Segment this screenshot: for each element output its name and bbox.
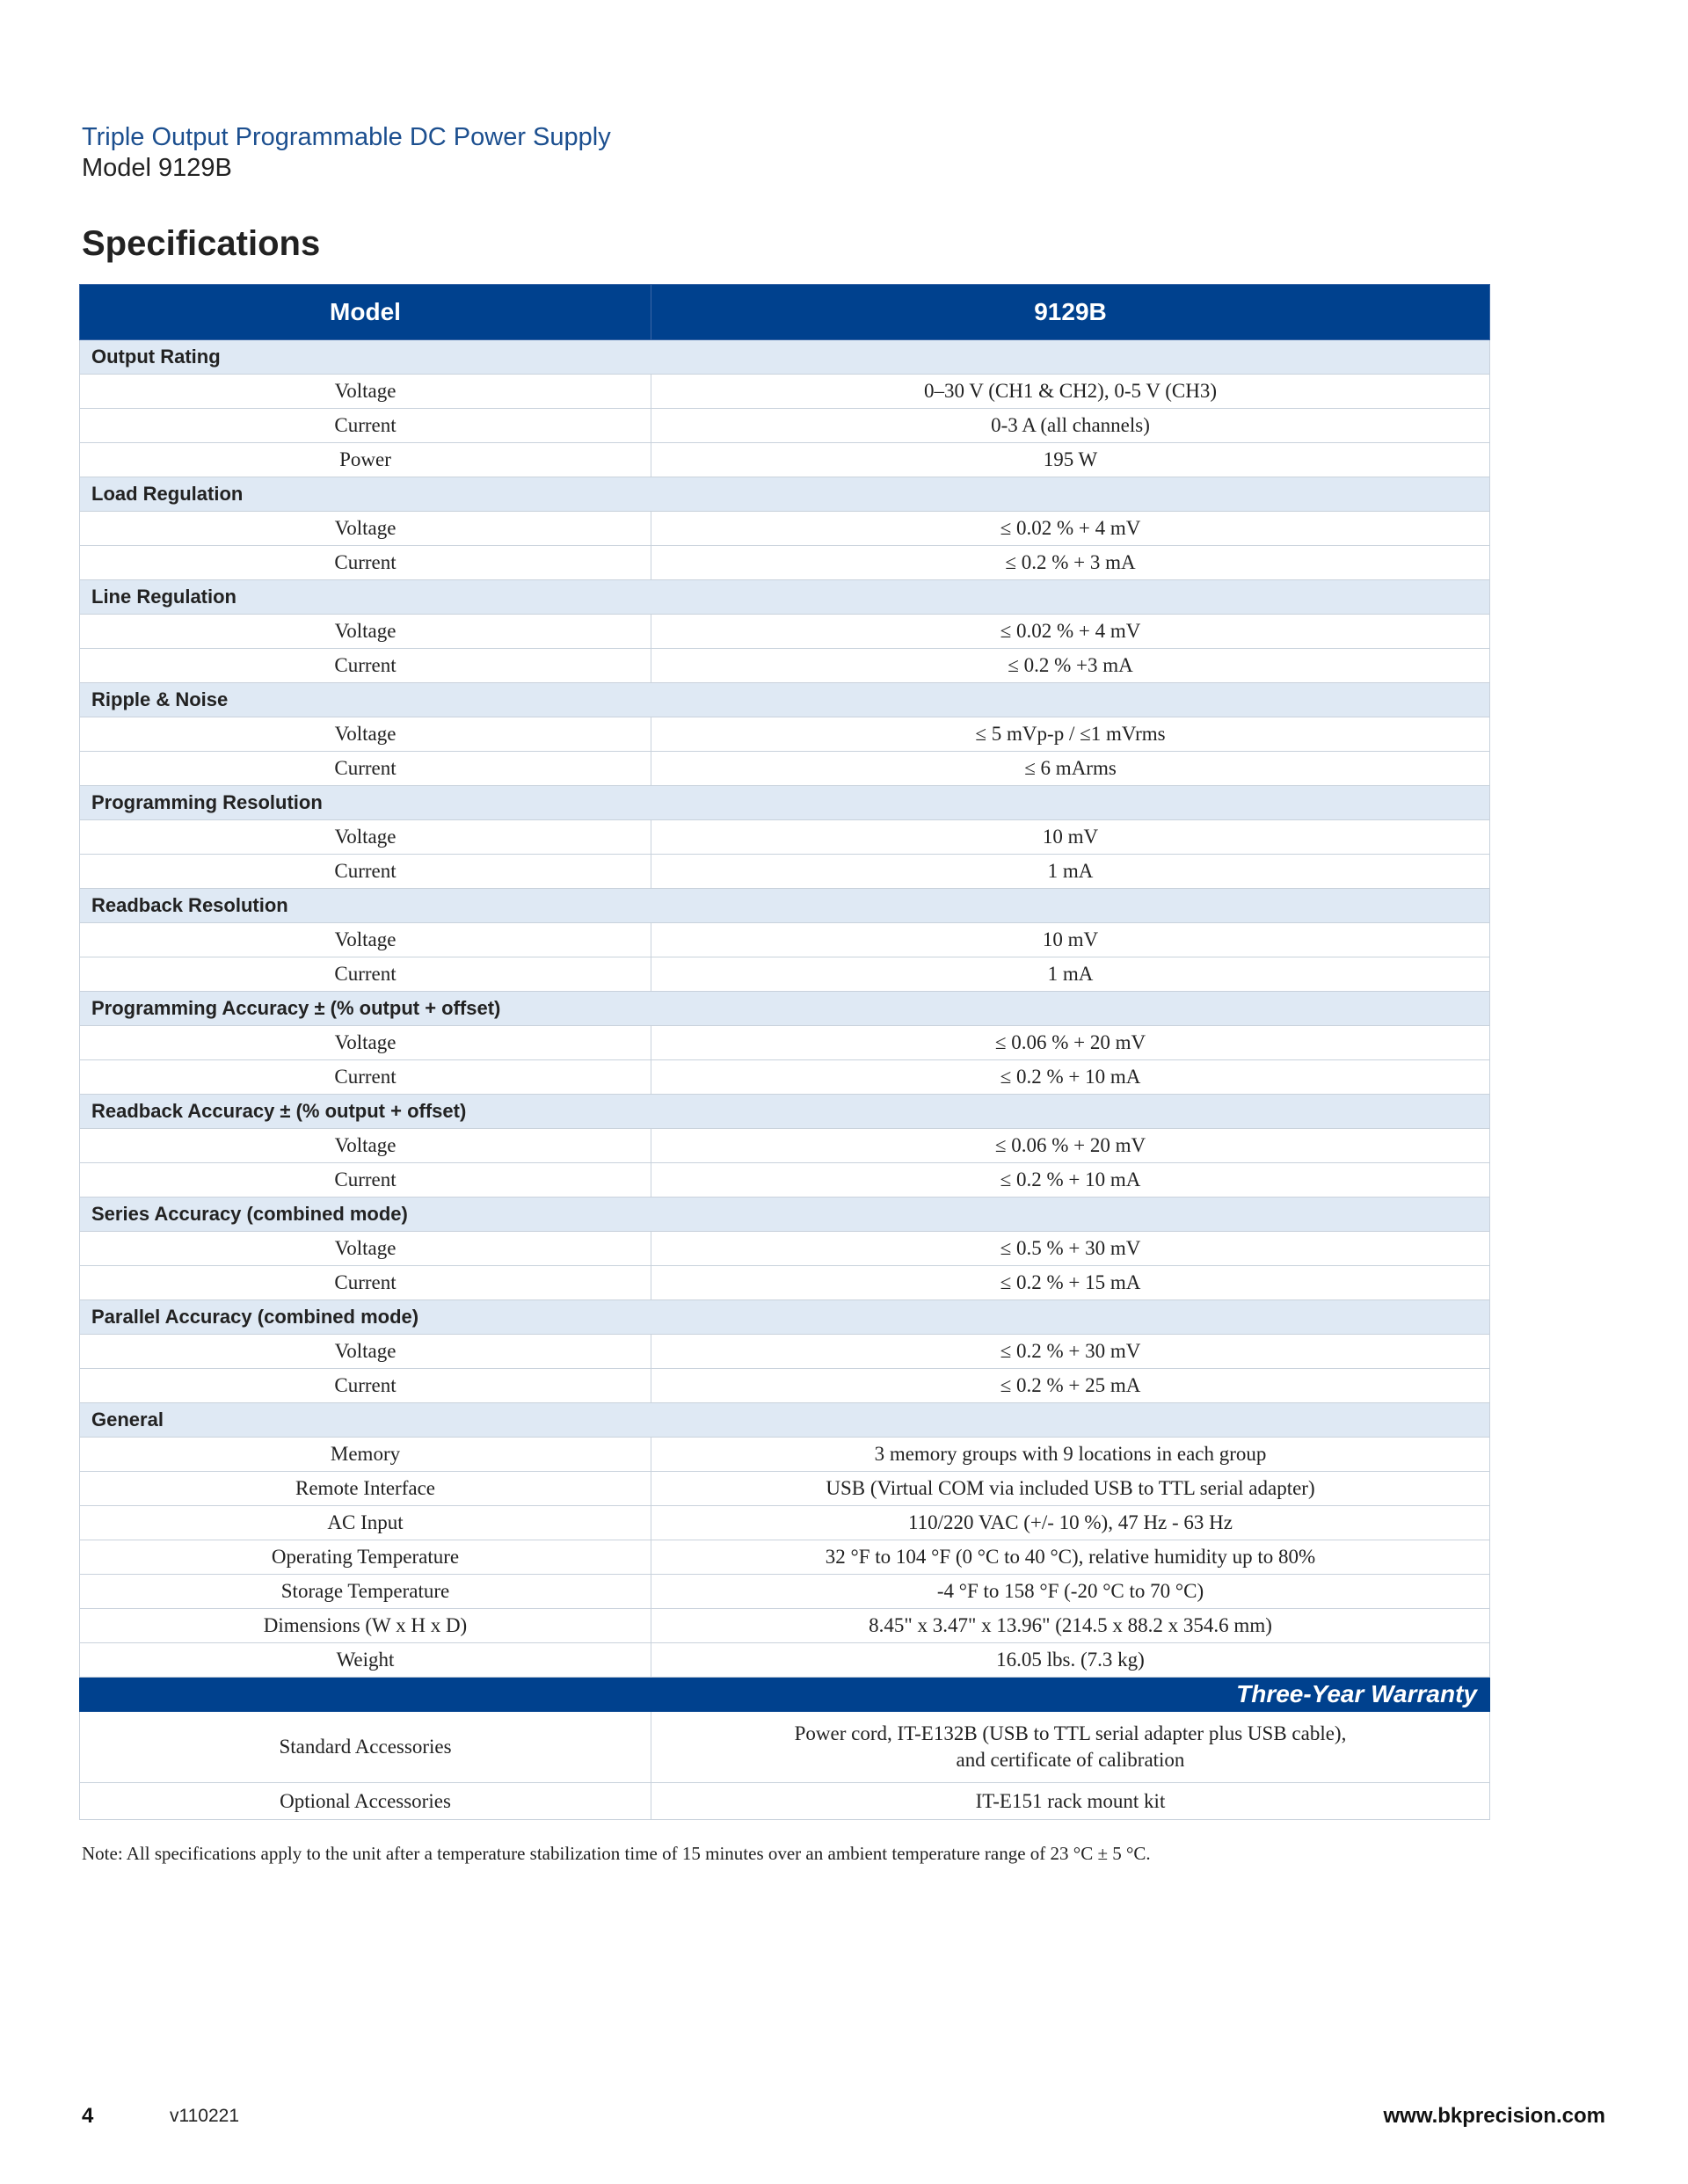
standard-accessories-value bbox=[651, 1712, 1490, 1783]
spec-value: 0-3 A (all channels) bbox=[651, 409, 1490, 443]
table-row bbox=[80, 1335, 1490, 1369]
column-header-9129b: 9129B bbox=[651, 285, 1490, 340]
table-row bbox=[80, 443, 1490, 477]
section-title: Readback Accuracy ± (% output + offset) bbox=[80, 1095, 1490, 1129]
spec-value: ≤ 5 mVp-p / ≤1 mVrms bbox=[651, 717, 1490, 752]
spec-value: 1 mA bbox=[651, 855, 1490, 889]
spec-value: ≤ 0.2 % + 10 mA bbox=[651, 1163, 1490, 1198]
section-title: Ripple & Noise bbox=[80, 683, 1490, 717]
spec-value: ≤ 0.2 % +3 mA bbox=[651, 649, 1490, 683]
section-title: Readback Resolution bbox=[80, 889, 1490, 923]
table-row bbox=[80, 1129, 1490, 1163]
spec-label: Operating Temperature bbox=[80, 1540, 651, 1575]
table-row bbox=[80, 615, 1490, 649]
spec-table bbox=[79, 284, 1490, 1820]
spec-label: Weight bbox=[80, 1643, 651, 1678]
table-row bbox=[80, 1438, 1490, 1472]
section-row bbox=[80, 1095, 1490, 1129]
section-title: Load Regulation bbox=[80, 477, 1490, 512]
website-link[interactable]: www.bkprecision.com bbox=[1383, 2104, 1605, 2128]
spec-label: Storage Temperature bbox=[80, 1575, 651, 1609]
spec-value: 195 W bbox=[651, 443, 1490, 477]
table-row bbox=[80, 409, 1490, 443]
spec-label: Current bbox=[80, 1266, 651, 1300]
table-row bbox=[80, 375, 1490, 409]
spec-label: Power bbox=[80, 443, 651, 477]
table-row bbox=[80, 1540, 1490, 1575]
spec-label: Current bbox=[80, 546, 651, 580]
spec-label: Memory bbox=[80, 1438, 651, 1472]
page-number: 4 bbox=[82, 2104, 94, 2128]
section-title: General bbox=[80, 1403, 1490, 1438]
section-row bbox=[80, 889, 1490, 923]
table-row bbox=[80, 1266, 1490, 1300]
spec-value: 3 memory groups with 9 locations in each group bbox=[651, 1438, 1490, 1472]
spec-label: Dimensions (W x H x D) bbox=[80, 1609, 651, 1643]
spec-value: 0–30 V (CH1 & CH2), 0-5 V (CH3) bbox=[651, 375, 1490, 409]
spec-label: Current bbox=[80, 957, 651, 992]
section-row bbox=[80, 477, 1490, 512]
section-row bbox=[80, 1300, 1490, 1335]
spec-label: Current bbox=[80, 1163, 651, 1198]
table-row bbox=[80, 1609, 1490, 1643]
table-row bbox=[80, 546, 1490, 580]
column-header-model: Model bbox=[80, 285, 651, 340]
table-row bbox=[80, 1163, 1490, 1198]
spec-value: 32 °F to 104 °F (0 °C to 40 °C), relative humidity up to 80% bbox=[651, 1540, 1490, 1575]
spec-label: AC Input bbox=[80, 1506, 651, 1540]
spec-value: 10 mV bbox=[651, 923, 1490, 957]
model-line: Model 9129B bbox=[82, 154, 232, 182]
section-row bbox=[80, 580, 1490, 615]
spec-note: Note: All specifications apply to the unit after a temperature stabilization time of 15 minutes over an ambient temperature range of 23 °C ± 5 °C. bbox=[82, 1843, 1151, 1864]
table-row bbox=[80, 957, 1490, 992]
spec-value: -4 °F to 158 °F (-20 °C to 70 °C) bbox=[651, 1575, 1490, 1609]
spec-value: ≤ 0.5 % + 30 mV bbox=[651, 1232, 1490, 1266]
spec-value: 1 mA bbox=[651, 957, 1490, 992]
section-row bbox=[80, 786, 1490, 820]
table-row bbox=[80, 1369, 1490, 1403]
spec-label: Voltage bbox=[80, 1232, 651, 1266]
spec-value: ≤ 0.06 % + 20 mV bbox=[651, 1129, 1490, 1163]
table-row bbox=[80, 1232, 1490, 1266]
table-row bbox=[80, 855, 1490, 889]
standard-accessories-line1: Power cord, IT-E132B (USB to TTL serial adapter plus USB cable), bbox=[794, 1722, 1347, 1744]
spec-value: 8.45" x 3.47" x 13.96" (214.5 x 88.2 x 354.6 mm) bbox=[651, 1609, 1490, 1643]
table-row bbox=[80, 1060, 1490, 1095]
section-row bbox=[80, 683, 1490, 717]
spec-label: Current bbox=[80, 409, 651, 443]
spec-value: 110/220 VAC (+/- 10 %), 47 Hz - 63 Hz bbox=[651, 1506, 1490, 1540]
standard-accessories-line2: and certificate of calibration bbox=[956, 1749, 1185, 1771]
spec-label: Voltage bbox=[80, 1129, 651, 1163]
table-row bbox=[80, 923, 1490, 957]
spec-value: ≤ 0.2 % + 10 mA bbox=[651, 1060, 1490, 1095]
section-row bbox=[80, 1403, 1490, 1438]
section-title: Programming Resolution bbox=[80, 786, 1490, 820]
table-row bbox=[80, 1506, 1490, 1540]
spec-label: Voltage bbox=[80, 820, 651, 855]
section-row bbox=[80, 340, 1490, 375]
spec-value: USB (Virtual COM via included USB to TTL serial adapter) bbox=[651, 1472, 1490, 1506]
spec-label: Current bbox=[80, 1060, 651, 1095]
table-row bbox=[80, 1575, 1490, 1609]
spec-value: ≤ 0.02 % + 4 mV bbox=[651, 512, 1490, 546]
standard-accessories-label: Standard Accessories bbox=[80, 1712, 651, 1783]
warranty-row bbox=[80, 1678, 1490, 1712]
warranty-banner: Three-Year Warranty bbox=[80, 1678, 1490, 1712]
spec-value: ≤ 0.2 % + 3 mA bbox=[651, 546, 1490, 580]
table-row bbox=[80, 820, 1490, 855]
version-code: v110221 bbox=[170, 2106, 240, 2126]
table-row bbox=[80, 1472, 1490, 1506]
section-title: Line Regulation bbox=[80, 580, 1490, 615]
table-row bbox=[80, 717, 1490, 752]
optional-accessories-label: Optional Accessories bbox=[80, 1783, 651, 1820]
page-title: Specifications bbox=[82, 224, 321, 263]
spec-label: Voltage bbox=[80, 1026, 651, 1060]
spec-label: Voltage bbox=[80, 512, 651, 546]
spec-value: 16.05 lbs. (7.3 kg) bbox=[651, 1643, 1490, 1678]
spec-label: Remote Interface bbox=[80, 1472, 651, 1506]
spec-label: Current bbox=[80, 855, 651, 889]
section-title: Programming Accuracy ± (% output + offset) bbox=[80, 992, 1490, 1026]
spec-value: ≤ 0.06 % + 20 mV bbox=[651, 1026, 1490, 1060]
table-row bbox=[80, 752, 1490, 786]
spec-table-body bbox=[80, 285, 1490, 1678]
table-row bbox=[80, 649, 1490, 683]
table-header-row bbox=[80, 285, 1490, 340]
section-title: Output Rating bbox=[80, 340, 1490, 375]
spec-label: Current bbox=[80, 1369, 651, 1403]
section-title: Parallel Accuracy (combined mode) bbox=[80, 1300, 1490, 1335]
section-row bbox=[80, 1198, 1490, 1232]
spec-value: ≤ 0.02 % + 4 mV bbox=[651, 615, 1490, 649]
optional-accessories-value: IT-E151 rack mount kit bbox=[651, 1783, 1490, 1820]
spec-value: ≤ 6 mArms bbox=[651, 752, 1490, 786]
spec-value: 10 mV bbox=[651, 820, 1490, 855]
table-row bbox=[80, 1643, 1490, 1678]
spec-label: Voltage bbox=[80, 717, 651, 752]
standard-accessories-row bbox=[80, 1712, 1490, 1783]
product-title: Triple Output Programmable DC Power Supply bbox=[82, 123, 611, 151]
spec-label: Voltage bbox=[80, 615, 651, 649]
spec-label: Voltage bbox=[80, 923, 651, 957]
table-footer-rows bbox=[80, 1678, 1490, 1820]
spec-value: ≤ 0.2 % + 25 mA bbox=[651, 1369, 1490, 1403]
spec-label: Current bbox=[80, 649, 651, 683]
optional-accessories-row bbox=[80, 1783, 1490, 1820]
section-row bbox=[80, 992, 1490, 1026]
spec-value: ≤ 0.2 % + 30 mV bbox=[651, 1335, 1490, 1369]
section-title: Series Accuracy (combined mode) bbox=[80, 1198, 1490, 1232]
spec-label: Voltage bbox=[80, 375, 651, 409]
table-row bbox=[80, 1026, 1490, 1060]
spec-label: Current bbox=[80, 752, 651, 786]
spec-label: Voltage bbox=[80, 1335, 651, 1369]
table-row bbox=[80, 512, 1490, 546]
spec-value: ≤ 0.2 % + 15 mA bbox=[651, 1266, 1490, 1300]
